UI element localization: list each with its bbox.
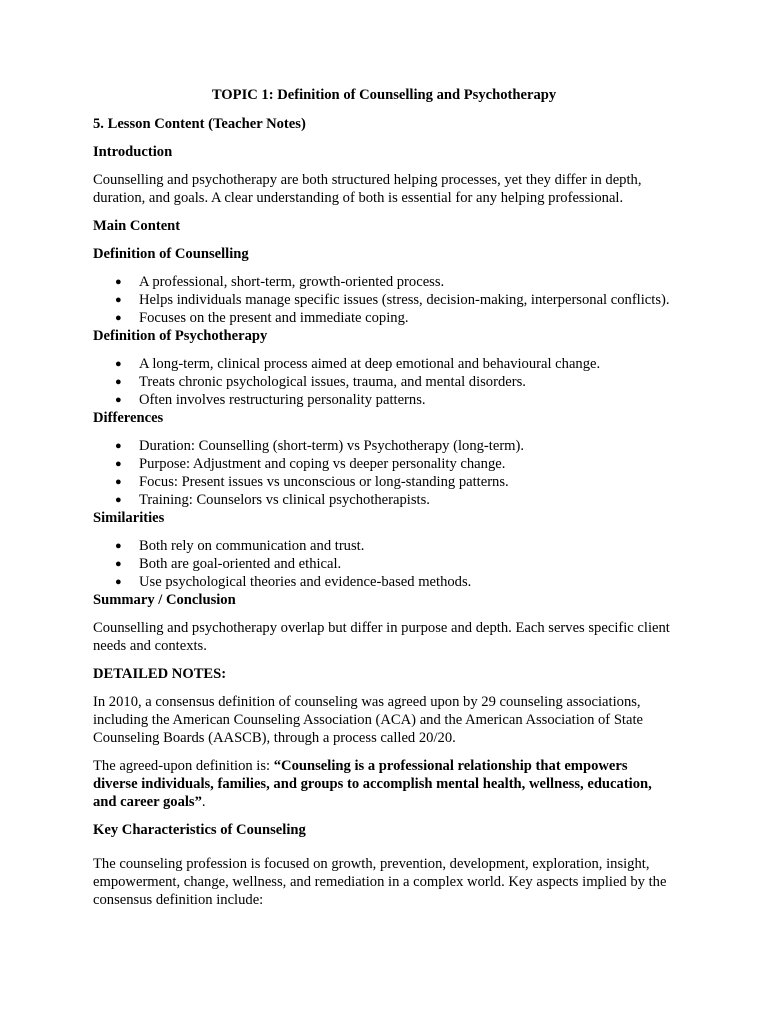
lesson-heading: 5. Lesson Content (Teacher Notes) (93, 116, 306, 132)
bullet-icon: ● (115, 294, 122, 306)
bullet-icon: ● (115, 576, 122, 588)
consensus-definition-quote: “Counseling is a professional relationship that empowers diverse individuals, families, and groups to accomplish mental health, wellness, education, and career goals” (93, 758, 652, 810)
intro-text: Counselling and psychotherapy are both structured helping processes, yet they differ in depth, duration, and goals. A clear understanding of both is essential for any helping professional. (93, 172, 642, 206)
counselling-definition-list (93, 273, 675, 327)
similarities-heading: Similarities (93, 510, 165, 526)
differences-heading: Differences (93, 410, 164, 426)
list-item: ● Helps individuals manage specific issues (stress, decision-making, interpersonal conflicts). (115, 292, 670, 308)
detailed-notes-heading: DETAILED NOTES: (93, 666, 227, 682)
counselling-definition-heading: Definition of Counselling (93, 246, 249, 262)
key-characteristics-text: The counseling profession is focused on growth, prevention, development, exploration, insight, empowerment, change, wellness, and remediation in a complex world. Key aspects implied by the consensus definition include: (93, 856, 667, 908)
differences-list (93, 437, 675, 509)
list-item: ● A long-term, clinical process aimed at deep emotional and behavioural change. (115, 356, 601, 372)
main-content-heading: Main Content (93, 218, 181, 234)
list-item: ● Both are goal-oriented and ethical. (115, 556, 342, 572)
detailed-paragraph-1: In 2010, a consensus definition of counseling was agreed upon by 29 counseling associations, including the American Counseling Association (ACA) and the American Association of State Counseling Boards (AASCB), through a process called 20/20. (93, 694, 644, 746)
intro-heading: Introduction (93, 144, 173, 160)
list-item: ● Duration: Counselling (short-term) vs Psychotherapy (long-term). (115, 438, 525, 454)
bullet-icon: ● (115, 394, 122, 406)
bullet-icon: ● (115, 558, 122, 570)
bullet-icon: ● (115, 312, 122, 324)
list-item: ● Treats chronic psychological issues, trauma, and mental disorders. (115, 374, 526, 390)
bullet-icon: ● (115, 540, 122, 552)
bullet-icon: ● (115, 440, 122, 452)
list-item: ● Focus: Present issues vs unconscious or long-standing patterns. (115, 474, 509, 490)
list-item: ● Purpose: Adjustment and coping vs deeper personality change. (115, 456, 506, 472)
bullet-icon: ● (115, 476, 122, 488)
list-item: ● Use psychological theories and evidence-based methods. (115, 574, 472, 590)
bullet-icon: ● (115, 358, 122, 370)
summary-heading: Summary / Conclusion (93, 592, 236, 608)
list-item: ● Training: Counselors vs clinical psychotherapists. (115, 492, 430, 508)
page-title: TOPIC 1: Definition of Counselling and Psychotherapy (211, 87, 557, 103)
psychotherapy-definition-heading: Definition of Psychotherapy (93, 328, 268, 344)
bullet-icon: ● (115, 376, 122, 388)
list-item: ● Focuses on the present and immediate coping. (115, 310, 409, 326)
bullet-icon: ● (115, 494, 122, 506)
summary-text: Counselling and psychotherapy overlap but differ in purpose and depth. Each serves specific client needs and contexts. (93, 620, 670, 654)
list-item: ● Both rely on communication and trust. (115, 538, 365, 554)
list-item: ● Often involves restructuring personality patterns. (115, 392, 426, 408)
list-item: ● A professional, short-term, growth-oriented process. (115, 274, 445, 290)
detailed-paragraph-2: The agreed-upon definition is: “Counseling is a professional relationship that empowers diverse individuals, families, and groups to accomplish mental health, wellness, education, and career goals”. (93, 758, 652, 810)
similarities-list (93, 537, 675, 591)
key-characteristics-heading: Key Characteristics of Counseling (93, 822, 306, 838)
bullet-icon: ● (115, 276, 122, 288)
bullet-icon: ● (115, 458, 122, 470)
psychotherapy-definition-list (93, 355, 675, 409)
